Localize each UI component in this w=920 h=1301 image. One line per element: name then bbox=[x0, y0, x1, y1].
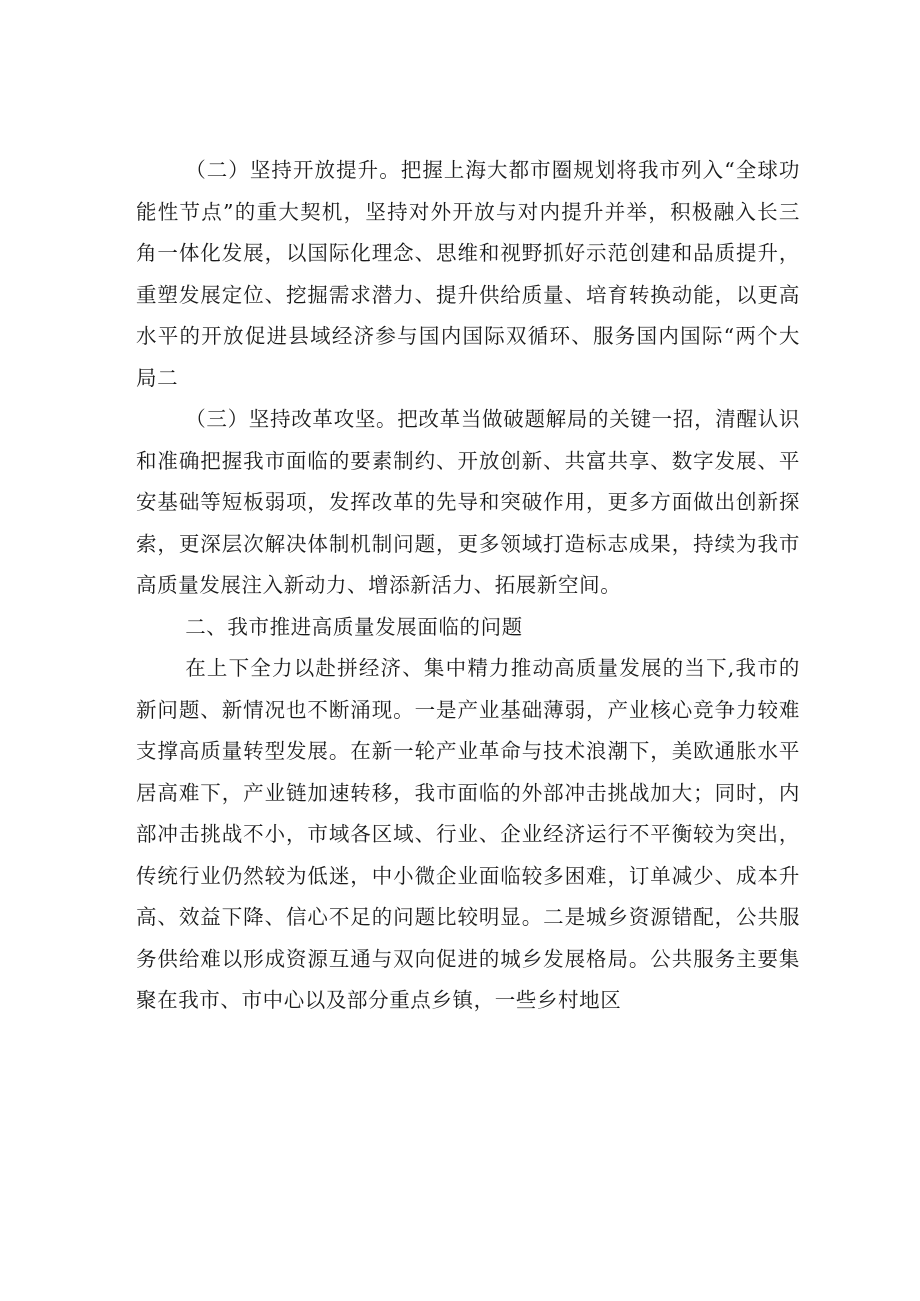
paragraph-problems: 在上下全力以赴拼经济、集中精力推动高质量发展的当下,我市的新问题、新情况也不断涌现。一是产业基础薄弱，产业核心竞争力较难支撑高质量转型发展。在新一轮产业革命与技术浪潮下，美欧通胀水平居高难下，产业链加速转移，我市面临的外部冲击挑战加大；同时，内部冲击挑战不小，市域各区域、行业、企业经济运行不平衡较为突出，传统行业仍然较为低迷，中小微企业面临较多困难，订单减少、成本升高、效益下降、信心不足的问题比较明显。二是城乡资源错配，公共服务供给难以形成资源互通与双向促进的城乡发展格局。公共服务主要集聚在我市、市中心以及部分重点乡镇，一些乡村地区 bbox=[136, 656, 800, 1012]
section-heading: 二、我市推进高质量发展面临的问题 bbox=[185, 614, 523, 639]
document-body bbox=[136, 150, 800, 1022]
paragraph-reform: （三）坚持改革攻坚。把改革当做破题解局的关键一招，清醒认识和准确把握我市面临的要素制约、开放创新、共富共享、数字发展、平安基础等短板弱项，发挥改革的先导和突破作用，更多方面做出创新探索，更深层次解决体制机制问题，更多领域打造标志成果，持续为我市高质量发展注入新动力、增添新活力、拓展新空间。 bbox=[136, 407, 800, 597]
paragraph-opening-up: （二）坚持开放提升。把握上海大都市圈规划将我市列入“全球功能性节点”的重大契机，坚持对外开放与对内提升并举，积极融入长三角一体化发展，以国际化理念、思维和视野抓好示范创建和品质提升，重塑发展定位、挖掘需求潜力、提升供给质量、培育转换动能，以更高水平的开放促进县域经济参与国内国际双循环、服务国内国际“两个大局二 bbox=[136, 158, 800, 390]
